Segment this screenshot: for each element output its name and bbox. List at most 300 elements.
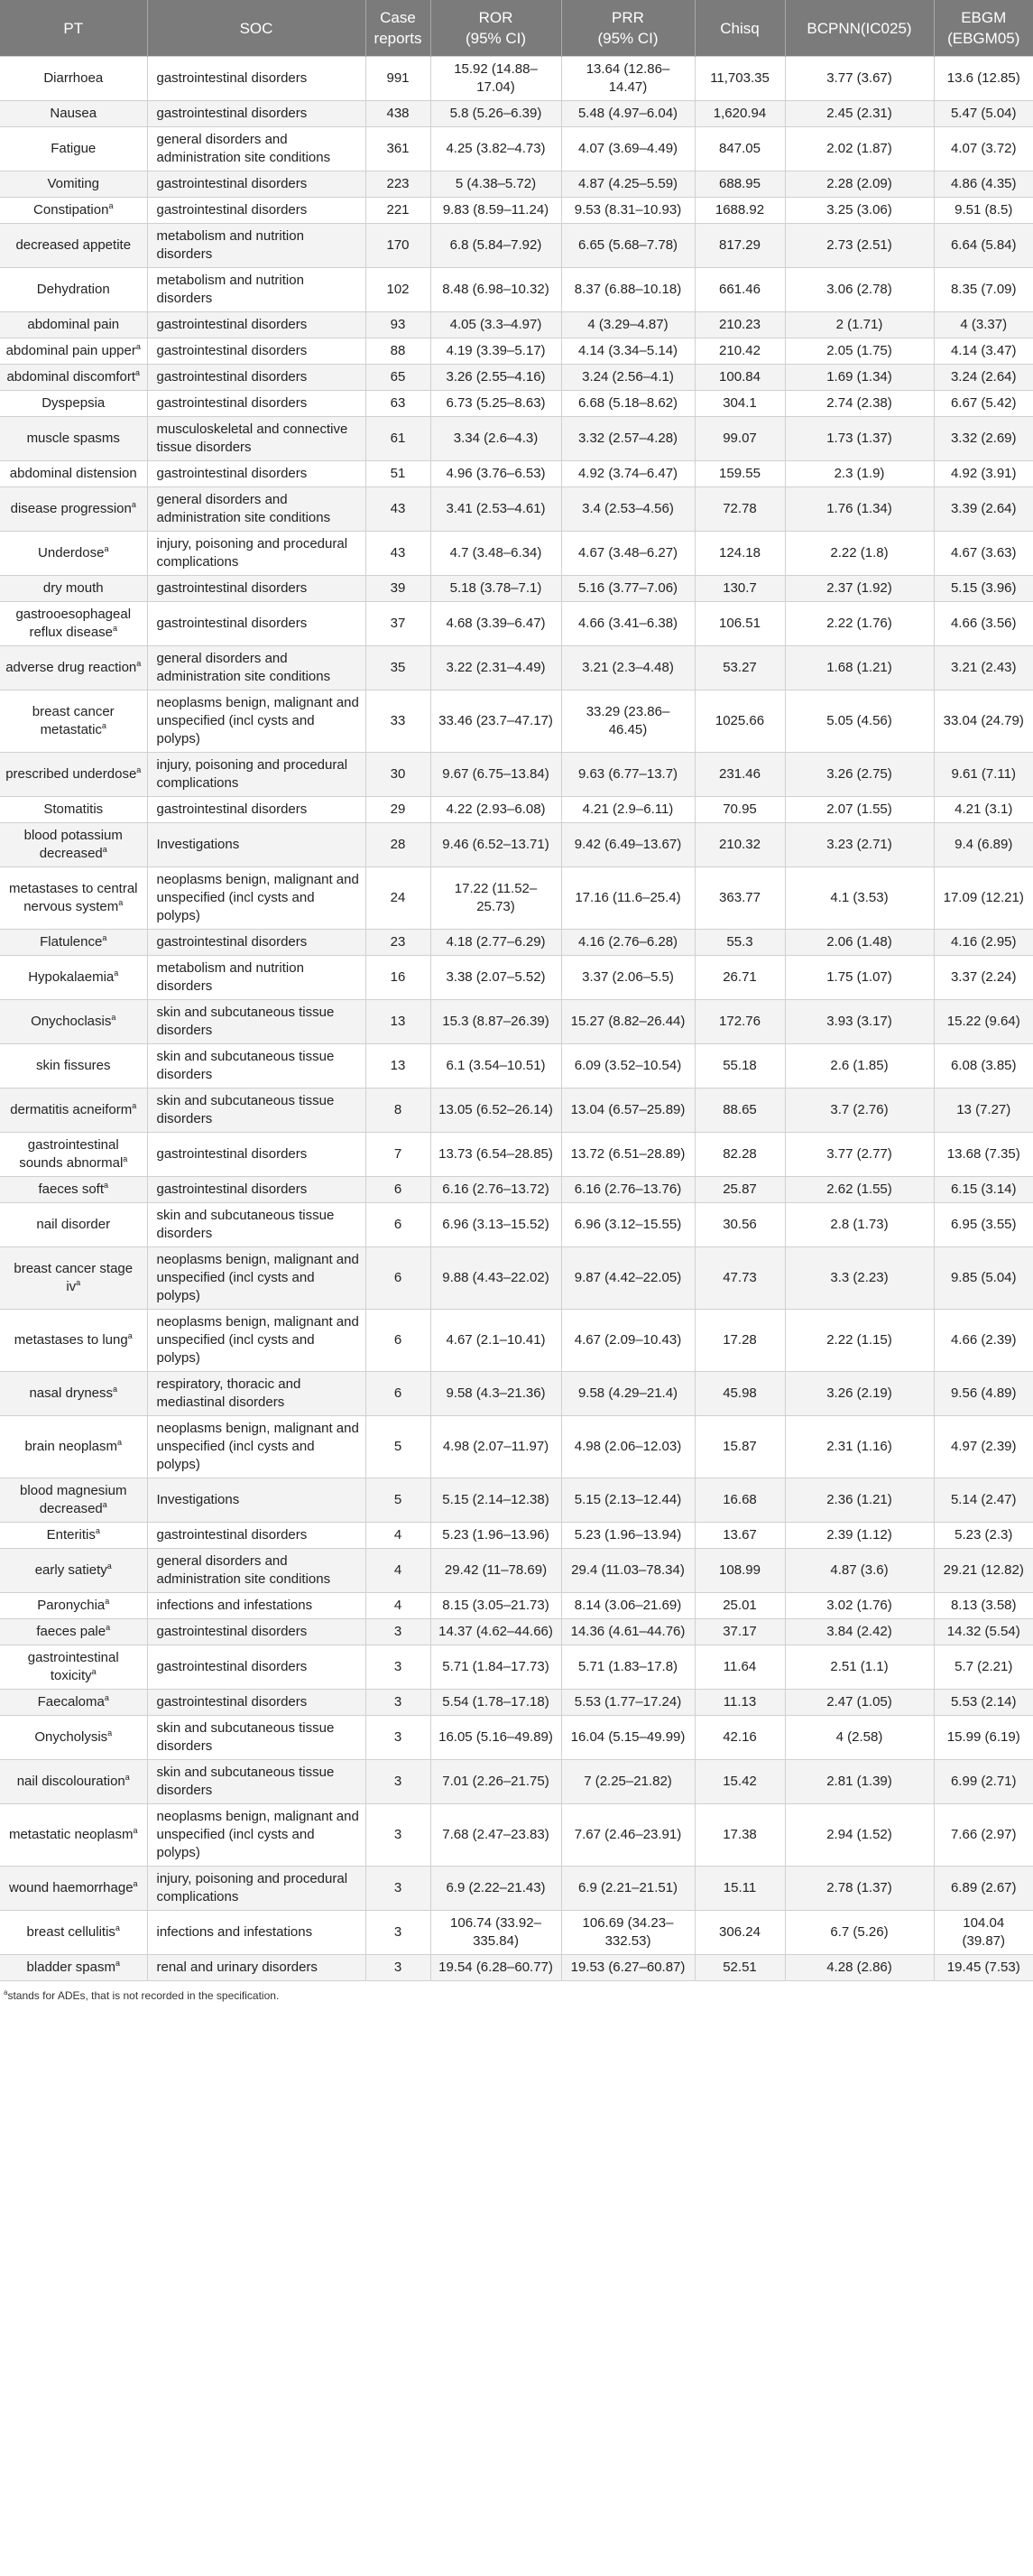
bcpnn-cell-text: 3.3 (2.23) <box>830 1270 889 1285</box>
soc-cell <box>147 1911 365 1955</box>
prr-cell <box>561 1372 695 1416</box>
bcpnn-cell-text: 2.73 (2.51) <box>826 237 892 253</box>
case-reports-cell <box>365 171 430 198</box>
case-reports-cell <box>365 1804 430 1867</box>
soc-cell-text: gastrointestinal disorders <box>156 1659 308 1674</box>
pt-cell-text: Fatigue <box>51 141 97 156</box>
table-row <box>0 1133 1033 1177</box>
bcpnn-cell-text: 3.06 (2.78) <box>826 282 892 297</box>
ade-footnote-marker: a <box>136 659 142 668</box>
pt-cell <box>0 646 147 690</box>
case-reports-cell-text: 221 <box>386 202 410 218</box>
prr-cell-text: 6.68 (5.18–8.62) <box>577 395 678 411</box>
prr-cell <box>561 198 695 224</box>
chisq-cell-text: 13.67 <box>723 1527 757 1543</box>
table-row <box>0 1716 1033 1760</box>
chisq-cell-text: 159.55 <box>719 466 761 481</box>
pt-cell-text: adverse drug reaction <box>5 660 137 675</box>
chisq-cell <box>695 365 785 391</box>
ade-footnote-marker: a <box>102 1500 107 1509</box>
prr-cell <box>561 224 695 268</box>
case-reports-cell-text: 3 <box>393 1694 402 1710</box>
ade-footnote-marker: a <box>104 544 109 553</box>
ror-cell-text: 29.42 (11–78.69) <box>444 1562 548 1578</box>
prr-cell <box>561 1619 695 1645</box>
pt-cell <box>0 1955 147 1981</box>
ade-footnote-marker: a <box>125 1773 130 1782</box>
prr-cell-text: 9.87 (4.42–22.05) <box>574 1270 682 1285</box>
ebgm-cell-text: 13.6 (12.85) <box>946 70 1020 86</box>
ade-footnote-marker: a <box>91 1667 97 1676</box>
soc-cell-text: metabolism and nutrition disorders <box>156 273 304 306</box>
prr-cell-text: 3.4 (2.53–4.56) <box>582 501 674 516</box>
ebgm-cell-text: 4.14 (3.47) <box>950 343 1017 358</box>
pt-cell <box>0 602 147 646</box>
ebgm-cell-text: 15.22 (9.64) <box>946 1014 1020 1029</box>
soc-cell-text: respiratory, thoracic and mediastinal disorders <box>156 1376 301 1410</box>
ror-cell <box>430 391 561 417</box>
case-reports-cell-text: 3 <box>393 1924 402 1940</box>
chisq-cell-text: 15.11 <box>723 1880 757 1895</box>
case-reports-cell <box>365 198 430 224</box>
soc-cell-text: renal and urinary disorders <box>156 1960 318 1975</box>
chisq-cell <box>695 101 785 127</box>
case-reports-cell <box>365 1133 430 1177</box>
table-row <box>0 532 1033 576</box>
bcpnn-cell <box>785 487 934 532</box>
ror-cell <box>430 867 561 930</box>
soc-cell-text: skin and subcutaneous tissue disorders <box>156 1049 335 1082</box>
ade-footnote-marker: a <box>133 1879 138 1888</box>
soc-cell-text: gastrointestinal disorders <box>156 466 308 481</box>
ror-cell <box>430 1000 561 1044</box>
pt-cell-text: blood potassium decreased <box>23 828 123 861</box>
pt-cell <box>0 1089 147 1133</box>
case-reports-cell <box>365 1523 430 1549</box>
case-reports-cell-text: 43 <box>390 501 406 516</box>
case-reports-cell <box>365 1867 430 1911</box>
ror-cell-text: 5.71 (1.84–17.73) <box>442 1659 549 1674</box>
ebgm-cell <box>934 1133 1033 1177</box>
ebgm-cell <box>934 1911 1033 1955</box>
case-reports-cell <box>365 1593 430 1619</box>
ror-cell-text: 106.74 (33.92–335.84) <box>450 1915 541 1949</box>
prr-cell <box>561 690 695 753</box>
soc-cell <box>147 57 365 101</box>
ror-cell <box>430 1177 561 1203</box>
table-row <box>0 1247 1033 1310</box>
pt-cell <box>0 127 147 171</box>
ror-cell-text: 4.67 (2.1–10.41) <box>446 1332 546 1348</box>
prr-cell <box>561 1645 695 1690</box>
chisq-cell <box>695 690 785 753</box>
ror-cell-text: 7.68 (2.47–23.83) <box>442 1827 549 1842</box>
case-reports-cell-text: 24 <box>390 890 406 905</box>
pt-cell-text: Vomiting <box>47 176 100 191</box>
soc-cell <box>147 1203 365 1247</box>
ebgm-cell-text: 4.67 (3.63) <box>950 545 1017 561</box>
bcpnn-cell <box>785 417 934 461</box>
ror-cell <box>430 930 561 956</box>
column-header-ebgm <box>934 0 1033 57</box>
chisq-cell <box>695 646 785 690</box>
prr-cell-text: 4.87 (4.25–5.59) <box>577 176 678 191</box>
ror-cell <box>430 461 561 487</box>
chisq-cell-text: 1688.92 <box>715 202 765 218</box>
ror-cell-text: 4.7 (3.48–6.34) <box>449 545 542 561</box>
bcpnn-cell <box>785 127 934 171</box>
case-reports-cell-text: 6 <box>393 1332 402 1348</box>
bcpnn-cell <box>785 1523 934 1549</box>
soc-cell-text: gastrointestinal disorders <box>156 317 308 332</box>
soc-cell <box>147 1247 365 1310</box>
case-reports-cell <box>365 532 430 576</box>
soc-cell-text: general disorders and administration site conditions <box>156 132 331 165</box>
prr-cell-text: 5.23 (1.96–13.94) <box>574 1527 682 1543</box>
ebgm-cell-text: 19.45 (7.53) <box>946 1960 1020 1975</box>
soc-cell <box>147 930 365 956</box>
bcpnn-cell-text: 3.77 (3.67) <box>826 70 892 86</box>
soc-cell-text: neoplasms benign, malignant and unspecified (incl cysts and polyps) <box>156 695 359 746</box>
ror-cell <box>430 1593 561 1619</box>
chisq-cell <box>695 602 785 646</box>
case-reports-cell <box>365 1619 430 1645</box>
ror-cell <box>430 1133 561 1177</box>
ebgm-cell <box>934 1089 1033 1133</box>
soc-cell-text: gastrointestinal disorders <box>156 1694 308 1710</box>
prr-cell <box>561 127 695 171</box>
ror-cell-text: 5.54 (1.78–17.18) <box>442 1694 549 1710</box>
chisq-cell <box>695 1911 785 1955</box>
prr-cell <box>561 576 695 602</box>
ebgm-cell <box>934 127 1033 171</box>
chisq-cell-text: 11.13 <box>723 1694 757 1710</box>
prr-cell <box>561 1044 695 1089</box>
case-reports-cell-text: 29 <box>390 802 406 817</box>
bcpnn-cell <box>785 1645 934 1690</box>
table-row <box>0 1478 1033 1523</box>
ebgm-cell-text: 29.21 (12.82) <box>943 1562 1024 1578</box>
ror-cell-text: 4.98 (2.07–11.97) <box>442 1439 549 1454</box>
case-reports-cell-text: 16 <box>390 969 406 985</box>
ebgm-cell <box>934 1000 1033 1044</box>
ebgm-cell-text: 9.56 (4.89) <box>950 1385 1017 1401</box>
soc-cell-text: gastrointestinal disorders <box>156 106 308 121</box>
soc-cell-text: infections and infestations <box>156 1598 313 1613</box>
column-header-bcpnn <box>785 0 934 57</box>
chisq-cell-text: 231.46 <box>719 766 761 782</box>
bcpnn-cell <box>785 1247 934 1310</box>
chisq-cell <box>695 171 785 198</box>
table-row <box>0 797 1033 823</box>
pt-cell <box>0 312 147 338</box>
prr-cell-text: 6.9 (2.21–21.51) <box>577 1880 678 1895</box>
case-reports-cell-text: 39 <box>390 580 406 596</box>
prr-cell <box>561 1203 695 1247</box>
soc-cell-text: general disorders and administration site conditions <box>156 1553 331 1587</box>
pt-cell <box>0 1619 147 1645</box>
prr-cell <box>561 1133 695 1177</box>
ror-cell-text: 5.23 (1.96–13.96) <box>442 1527 549 1543</box>
soc-cell-text: Investigations <box>156 1492 240 1507</box>
prr-cell-text: 7 (2.25–21.82) <box>584 1774 672 1789</box>
pt-cell <box>0 338 147 365</box>
bcpnn-cell <box>785 312 934 338</box>
chisq-cell-text: 11.64 <box>723 1659 757 1674</box>
prr-cell <box>561 57 695 101</box>
ebgm-cell-text: 3.32 (2.69) <box>950 431 1017 446</box>
bcpnn-cell <box>785 171 934 198</box>
chisq-cell-text: 130.7 <box>723 580 757 596</box>
ror-cell <box>430 576 561 602</box>
case-reports-cell-text: 5 <box>393 1439 402 1454</box>
prr-cell-text: 19.53 (6.27–60.87) <box>570 1960 686 1975</box>
table-row <box>0 1416 1033 1478</box>
prr-cell <box>561 1593 695 1619</box>
prr-cell-text: 8.37 (6.88–10.18) <box>574 282 682 297</box>
ebgm-cell <box>934 1955 1033 1981</box>
ebgm-cell-text: 4.97 (2.39) <box>950 1439 1017 1454</box>
ror-cell <box>430 1955 561 1981</box>
chisq-cell <box>695 1177 785 1203</box>
case-reports-cell <box>365 224 430 268</box>
pt-cell-text: Onychoclasis <box>31 1014 112 1029</box>
bcpnn-cell <box>785 1478 934 1523</box>
soc-cell-text: gastrointestinal disorders <box>156 70 308 86</box>
bcpnn-cell <box>785 1000 934 1044</box>
pt-cell <box>0 1760 147 1804</box>
ror-cell-text: 4.05 (3.3–4.97) <box>449 317 542 332</box>
pt-cell <box>0 198 147 224</box>
case-reports-cell <box>365 1716 430 1760</box>
ade-footnote-marker: a <box>76 1278 81 1287</box>
soc-cell-text: gastrointestinal disorders <box>156 176 308 191</box>
soc-cell-text: musculoskeletal and connective tissue disorders <box>156 422 348 455</box>
chisq-cell <box>695 1645 785 1690</box>
table-row <box>0 1203 1033 1247</box>
bcpnn-cell-text: 2.22 (1.8) <box>830 545 889 561</box>
bcpnn-cell <box>785 867 934 930</box>
ror-cell <box>430 1203 561 1247</box>
chisq-cell <box>695 1593 785 1619</box>
case-reports-cell-text: 3 <box>393 1774 402 1789</box>
case-reports-cell-text: 33 <box>390 713 406 728</box>
ror-cell <box>430 532 561 576</box>
case-reports-cell-text: 3 <box>393 1827 402 1842</box>
soc-cell <box>147 365 365 391</box>
ebgm-cell <box>934 198 1033 224</box>
prr-cell <box>561 1911 695 1955</box>
ror-cell <box>430 312 561 338</box>
bcpnn-cell <box>785 338 934 365</box>
pt-cell-text: Paronychia <box>37 1598 106 1613</box>
bcpnn-cell-text: 2.22 (1.15) <box>826 1332 892 1348</box>
ebgm-cell-text: 7.66 (2.97) <box>950 1827 1017 1842</box>
ebgm-cell <box>934 1177 1033 1203</box>
pt-cell-text: Onycholysis <box>34 1729 108 1745</box>
table-row <box>0 1372 1033 1416</box>
soc-cell-text: gastrointestinal disorders <box>156 395 308 411</box>
ebgm-cell <box>934 312 1033 338</box>
bcpnn-cell <box>785 1760 934 1804</box>
prr-cell <box>561 1000 695 1044</box>
bcpnn-cell <box>785 646 934 690</box>
pt-cell-text: Underdose <box>38 545 105 561</box>
prr-cell <box>561 1478 695 1523</box>
pt-cell-text: nail disorder <box>36 1217 111 1232</box>
pt-cell-text: Enteritis <box>46 1527 96 1543</box>
chisq-cell-text: 16.68 <box>723 1492 757 1507</box>
pt-cell <box>0 1645 147 1690</box>
ror-cell-text: 6.1 (3.54–10.51) <box>446 1058 546 1073</box>
case-reports-cell-text: 4 <box>393 1527 402 1543</box>
bcpnn-cell <box>785 1203 934 1247</box>
soc-cell <box>147 127 365 171</box>
case-reports-cell <box>365 1203 430 1247</box>
soc-cell <box>147 1416 365 1478</box>
ror-cell <box>430 690 561 753</box>
case-reports-cell-text: 361 <box>386 141 410 156</box>
case-reports-cell-text: 13 <box>390 1014 406 1029</box>
ebgm-cell <box>934 602 1033 646</box>
case-reports-cell-text: 30 <box>390 766 406 782</box>
case-reports-cell <box>365 1690 430 1716</box>
prr-cell <box>561 753 695 797</box>
chisq-cell-text: 661.46 <box>719 282 761 297</box>
ebgm-cell <box>934 753 1033 797</box>
case-reports-cell-text: 4 <box>393 1562 402 1578</box>
ebgm-cell-text: 5.15 (3.96) <box>950 580 1017 596</box>
ebgm-cell-text: 5.47 (5.04) <box>950 106 1017 121</box>
ebgm-cell <box>934 797 1033 823</box>
soc-cell-text: Investigations <box>156 837 240 852</box>
bcpnn-cell-text: 2.47 (1.05) <box>826 1694 892 1710</box>
soc-cell-text: neoplasms benign, malignant and unspecified (incl cysts and polyps) <box>156 1421 359 1472</box>
case-reports-cell <box>365 1247 430 1310</box>
ror-cell-text: 3.22 (2.31–4.49) <box>446 660 546 675</box>
chisq-cell-text: 124.18 <box>719 545 761 561</box>
chisq-cell <box>695 1867 785 1911</box>
chisq-cell-text: 88.65 <box>723 1102 757 1117</box>
chisq-cell-text: 688.95 <box>719 176 761 191</box>
table-row <box>0 930 1033 956</box>
bcpnn-cell-text: 6.7 (5.26) <box>830 1924 889 1940</box>
bcpnn-cell <box>785 930 934 956</box>
prr-cell-text: 3.21 (2.3–4.48) <box>582 660 674 675</box>
case-reports-cell <box>365 646 430 690</box>
case-reports-cell <box>365 1000 430 1044</box>
ror-cell <box>430 956 561 1000</box>
ade-footnote-marker: a <box>104 1181 109 1190</box>
ror-cell-text: 13.05 (6.52–26.14) <box>438 1102 553 1117</box>
soc-cell-text: general disorders and administration site conditions <box>156 651 331 684</box>
bcpnn-cell-text: 2.3 (1.9) <box>834 466 885 481</box>
prr-cell-text: 13.72 (6.51–28.89) <box>570 1146 686 1162</box>
bcpnn-cell <box>785 1372 934 1416</box>
ror-cell <box>430 417 561 461</box>
ebgm-cell <box>934 956 1033 1000</box>
table-row <box>0 1804 1033 1867</box>
case-reports-cell-text: 7 <box>393 1146 402 1162</box>
prr-cell <box>561 461 695 487</box>
column-header-label: EBGM <box>961 9 1007 26</box>
table-row <box>0 127 1033 171</box>
table-row <box>0 365 1033 391</box>
soc-cell-text: neoplasms benign, malignant and unspecified (incl cysts and polyps) <box>156 1809 359 1860</box>
column-header-sublabel: (95% CI) <box>465 30 527 47</box>
ror-cell-text: 9.46 (6.52–13.71) <box>442 837 549 852</box>
chisq-cell-text: 1,620.94 <box>713 106 767 121</box>
pt-cell <box>0 1133 147 1177</box>
prr-cell-text: 5.16 (3.77–7.06) <box>577 580 678 596</box>
case-reports-cell-text: 3 <box>393 1659 402 1674</box>
ebgm-cell <box>934 1593 1033 1619</box>
ade-footnote-marker: a <box>102 845 107 854</box>
table-row <box>0 1310 1033 1372</box>
ror-cell-text: 33.46 (23.7–47.17) <box>438 713 553 728</box>
ebgm-cell <box>934 1203 1033 1247</box>
case-reports-cell-text: 3 <box>393 1960 402 1975</box>
pt-cell-text: disease progression <box>10 501 132 516</box>
ebgm-cell-text: 6.15 (3.14) <box>950 1181 1017 1197</box>
pt-cell <box>0 1372 147 1416</box>
soc-cell <box>147 224 365 268</box>
case-reports-cell <box>365 101 430 127</box>
soc-cell <box>147 690 365 753</box>
soc-cell <box>147 1716 365 1760</box>
soc-cell <box>147 753 365 797</box>
table-row <box>0 461 1033 487</box>
prr-cell <box>561 602 695 646</box>
pt-cell-text: faeces soft <box>38 1181 105 1197</box>
bcpnn-cell <box>785 268 934 312</box>
ebgm-cell-text: 6.67 (5.42) <box>950 395 1017 411</box>
soc-cell-text: injury, poisoning and procedural complications <box>156 1871 348 1904</box>
case-reports-cell <box>365 391 430 417</box>
ror-cell <box>430 171 561 198</box>
bcpnn-cell <box>785 57 934 101</box>
ror-cell-text: 6.9 (2.22–21.43) <box>446 1880 546 1895</box>
ror-cell-text: 7.01 (2.26–21.75) <box>442 1774 549 1789</box>
ror-cell <box>430 1089 561 1133</box>
chisq-cell <box>695 930 785 956</box>
soc-cell <box>147 1133 365 1177</box>
case-reports-cell <box>365 312 430 338</box>
chisq-cell-text: 100.84 <box>719 369 761 385</box>
pt-cell <box>0 1044 147 1089</box>
prr-cell-text: 33.29 (23.86–46.45) <box>586 704 670 737</box>
prr-cell-text: 16.04 (5.15–49.99) <box>570 1729 686 1745</box>
pt-cell-text: skin fissures <box>35 1058 111 1073</box>
case-reports-cell <box>365 797 430 823</box>
ror-cell-text: 6.73 (5.25–8.63) <box>446 395 546 411</box>
prr-cell <box>561 1690 695 1716</box>
ebgm-cell <box>934 101 1033 127</box>
prr-cell-text: 3.24 (2.56–4.1) <box>582 369 674 385</box>
ror-cell <box>430 1044 561 1089</box>
column-header-soc <box>147 0 365 57</box>
ebgm-cell <box>934 1690 1033 1716</box>
prr-cell <box>561 956 695 1000</box>
ror-cell-text: 15.92 (14.88–17.04) <box>454 61 538 95</box>
bcpnn-cell-text: 3.02 (1.76) <box>826 1598 892 1613</box>
ror-cell-text: 3.34 (2.6–4.3) <box>453 431 539 446</box>
ebgm-cell <box>934 1310 1033 1372</box>
ror-cell-text: 3.38 (2.07–5.52) <box>446 969 546 985</box>
chisq-cell-text: 25.87 <box>723 1181 757 1197</box>
bcpnn-cell-text: 4 (2.58) <box>835 1729 883 1745</box>
ror-cell <box>430 1549 561 1593</box>
